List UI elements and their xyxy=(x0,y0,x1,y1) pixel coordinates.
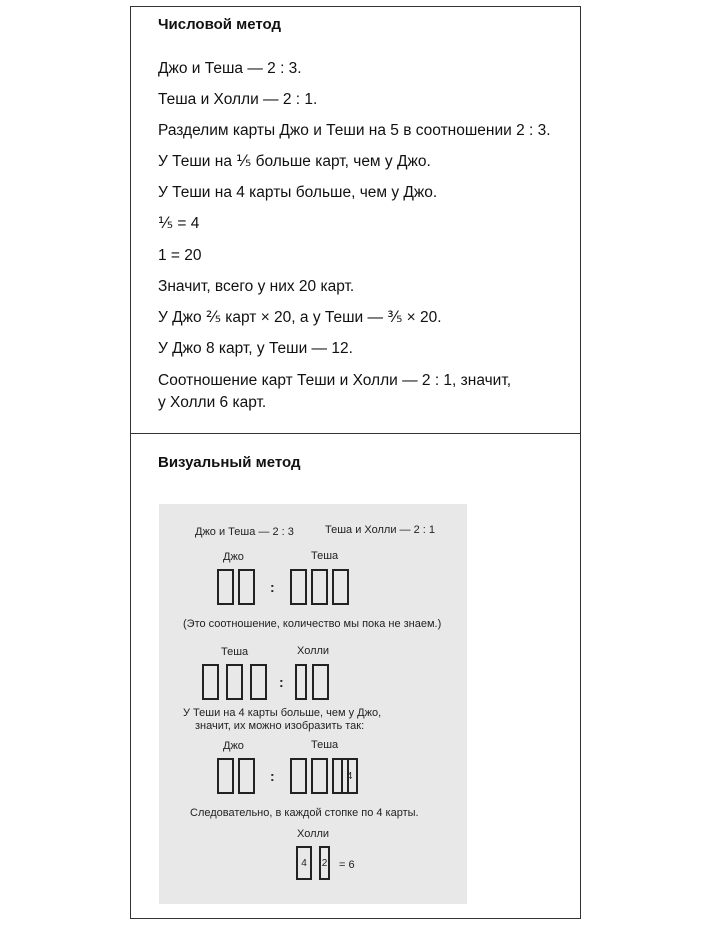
note-four-more-line2: значит, их можно изобразить так: xyxy=(195,720,365,732)
card-tesha xyxy=(332,569,349,605)
card-tesha xyxy=(311,569,328,605)
card-joe xyxy=(238,569,255,605)
visual-diagram xyxy=(159,504,467,904)
holly-result: = 6 xyxy=(339,859,355,871)
section-divider xyxy=(130,433,581,434)
label-tesha: Теша xyxy=(221,646,249,658)
card-holly xyxy=(295,664,307,700)
card-tesha xyxy=(250,664,267,700)
label-tesha: Теша xyxy=(311,739,339,751)
card-tesha xyxy=(311,758,328,794)
card-tesha xyxy=(226,664,243,700)
label-holly: Холли xyxy=(297,828,330,840)
numeric-line: ⅕ = 4 xyxy=(158,215,200,232)
label-holly: Холли xyxy=(297,645,330,657)
card-tesha xyxy=(290,758,307,794)
numeric-line: У Теши на ⅕ больше карт, чем у Джо. xyxy=(158,153,431,170)
numeric-line: У Теши на 4 карты больше, чем у Джо. xyxy=(158,184,438,201)
numeric-line: Теша и Холли — 2 : 1. xyxy=(158,91,318,108)
label-joe: Джо xyxy=(223,551,244,563)
label-joe: Джо xyxy=(223,740,244,752)
card-tesha xyxy=(202,664,219,700)
note-ratio-unknown: (Это соотношение, количество мы пока не знаем.) xyxy=(183,618,442,630)
numeric-line: Соотношение карт Теши и Холли — 2 : 1, значит, xyxy=(158,372,512,389)
card-tesha xyxy=(290,569,307,605)
card-joe xyxy=(217,569,234,605)
numeric-line: У Джо 8 карт, у Теши — 12. xyxy=(158,340,353,357)
numeric-line: Разделим карты Джо и Теши на 5 в соотношении 2 : 3. xyxy=(158,122,551,139)
card-holly: 4 xyxy=(296,846,312,880)
numeric-line: 1 = 20 xyxy=(158,247,202,264)
card-tesha-extra: 4 xyxy=(341,758,358,794)
visual-method-title: Визуальный метод xyxy=(158,454,301,471)
card-joe xyxy=(238,758,255,794)
label-tesha: Теша xyxy=(311,550,339,562)
ratio-colon: : xyxy=(270,579,275,595)
card-holly xyxy=(312,664,329,700)
numeric-line: у Холли 6 карт. xyxy=(158,394,267,411)
numeric-line: У Джо ⅖ карт × 20, а у Теши — ⅗ × 20. xyxy=(158,309,442,326)
ratio-colon: : xyxy=(270,768,275,784)
ratio-tesha-holly: Теша и Холли — 2 : 1 xyxy=(325,524,436,536)
numeric-line: Значит, всего у них 20 карт. xyxy=(158,278,355,295)
numeric-method-title: Числовой метод xyxy=(158,16,282,33)
ratio-colon: : xyxy=(279,674,284,690)
numeric-line: Джо и Теша — 2 : 3. xyxy=(158,60,302,77)
ratio-joe-tesha: Джо и Теша — 2 : 3 xyxy=(195,526,294,538)
note-four-each: Следовательно, в каждой стопке по 4 карты. xyxy=(190,807,419,819)
card-joe xyxy=(217,758,234,794)
note-four-more-line1: У Теши на 4 карты больше, чем у Джо, xyxy=(183,707,382,719)
card-holly: 2 xyxy=(319,846,330,880)
